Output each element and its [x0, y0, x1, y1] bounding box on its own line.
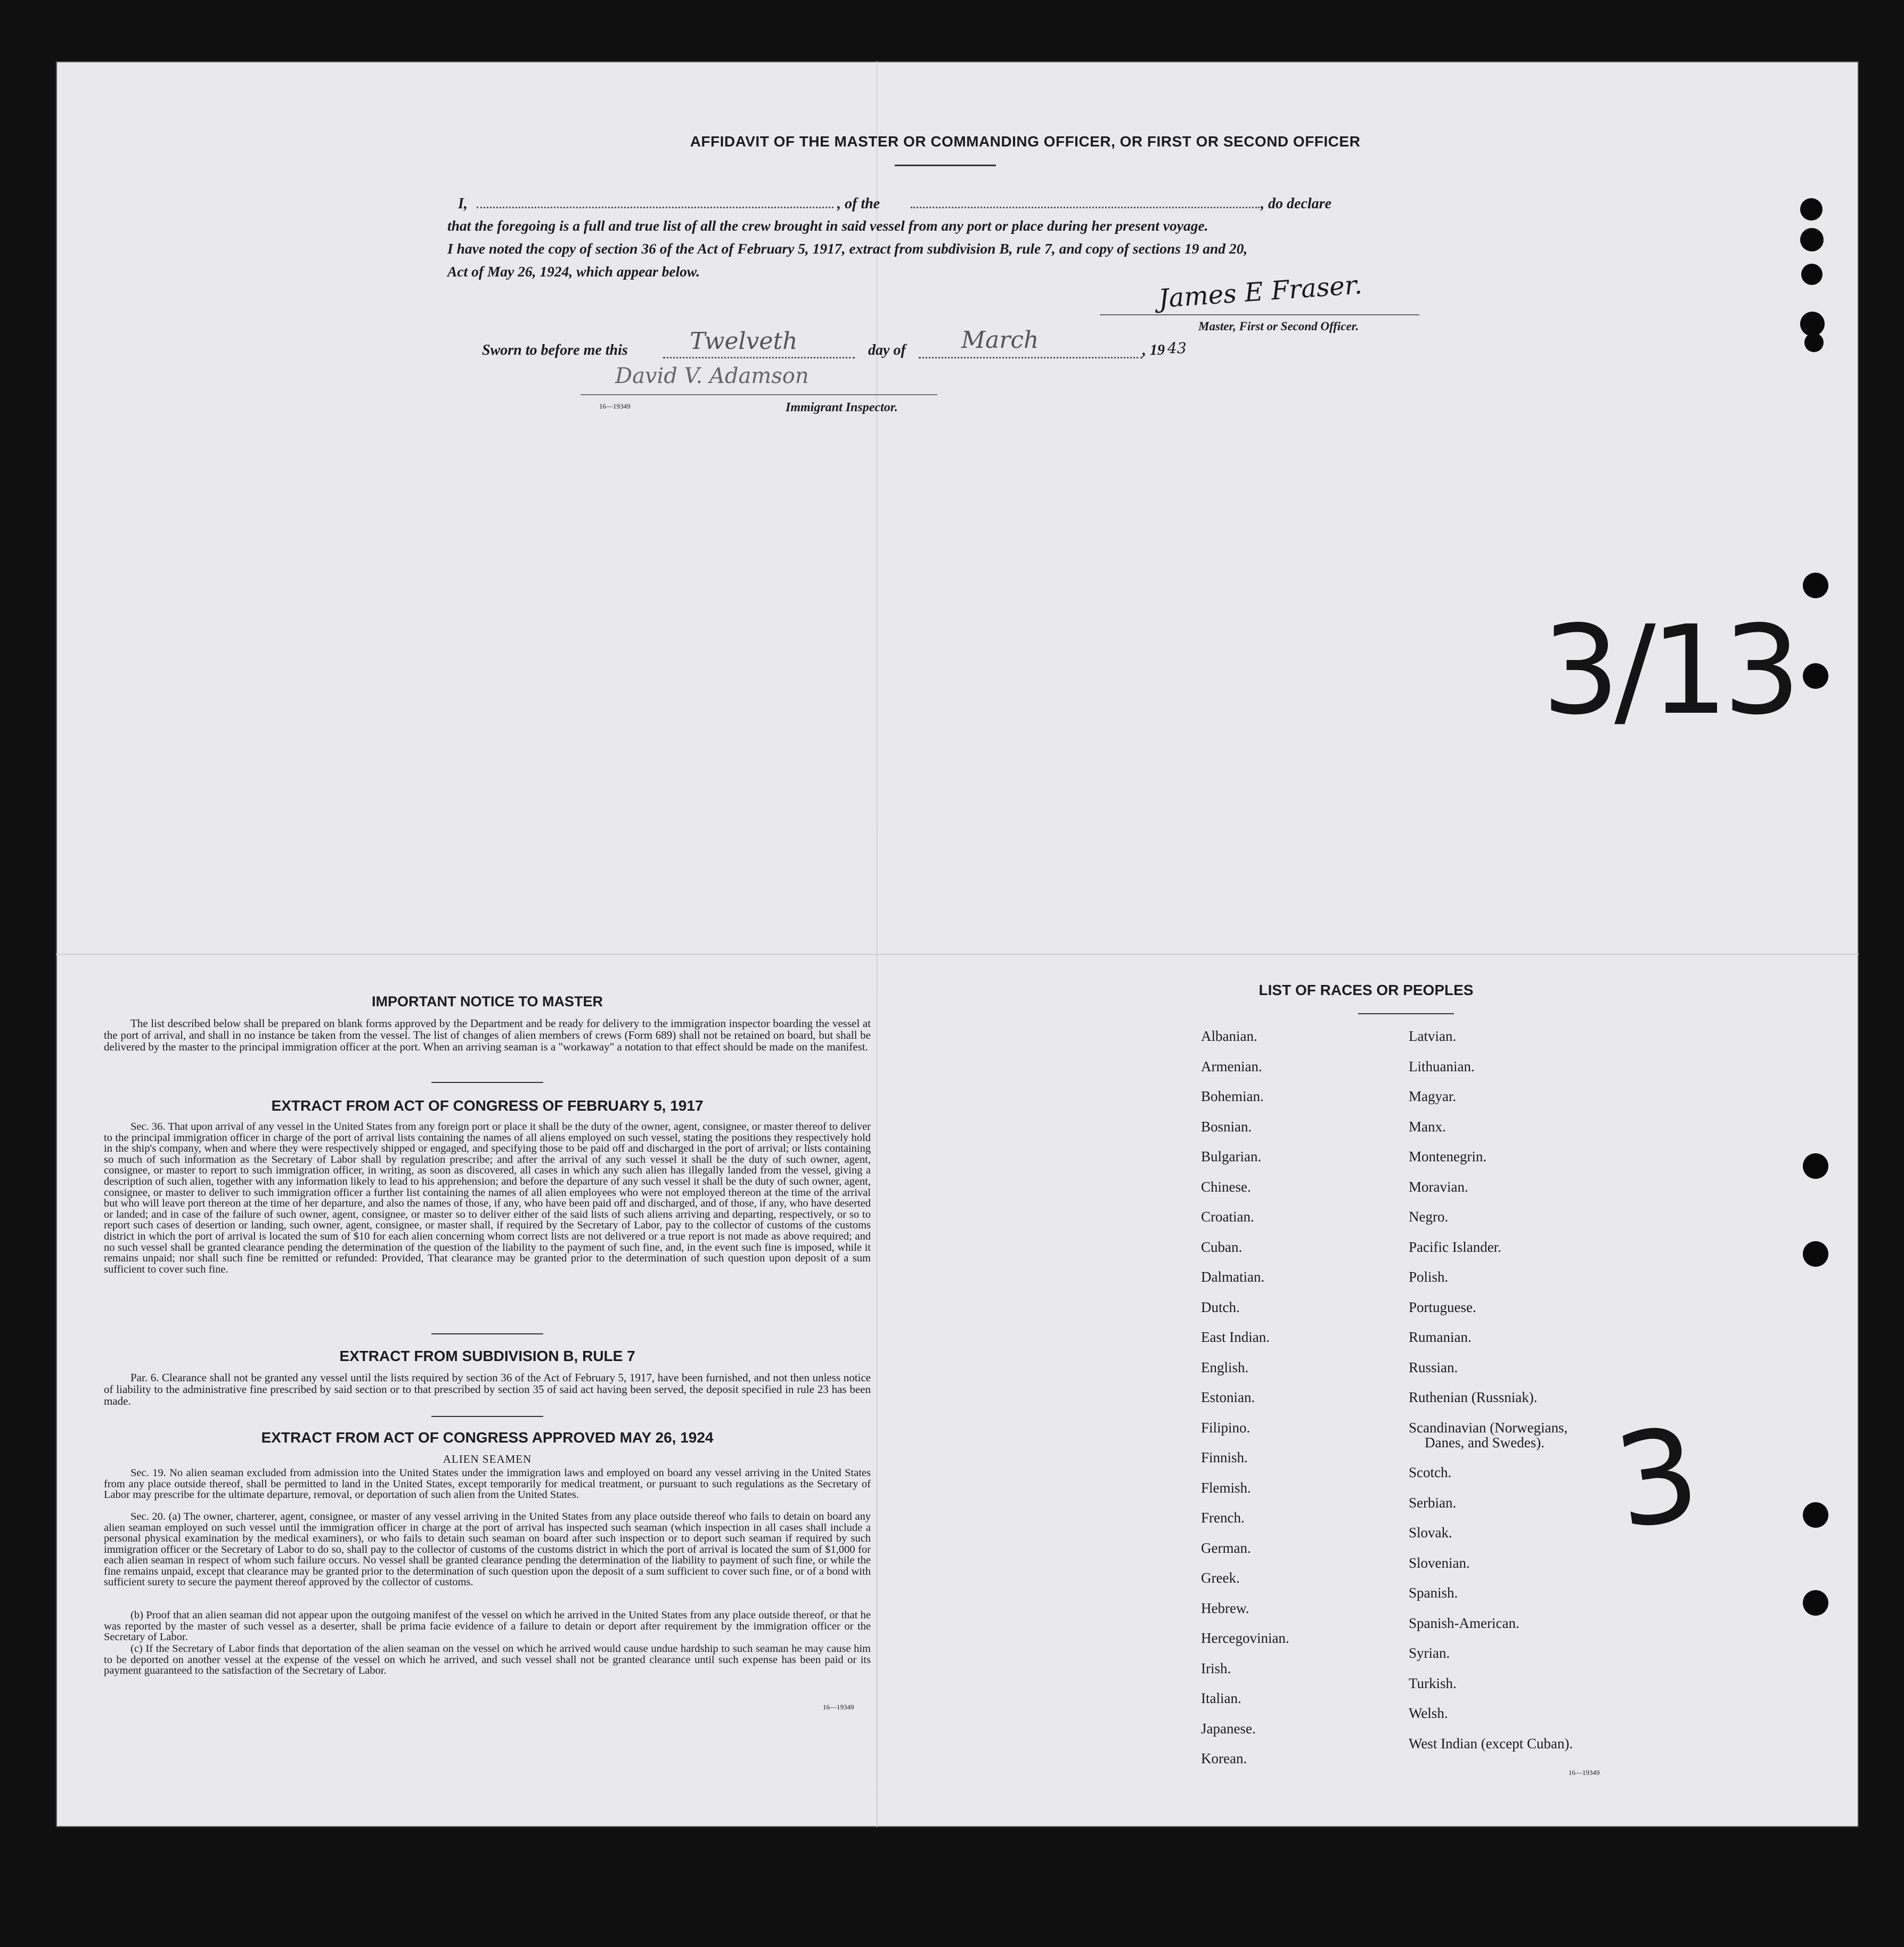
races-column-1: [1201, 1028, 1289, 1781]
handwritten-number-top: 3/13: [1542, 600, 1796, 742]
punch-hole-10: [1803, 1502, 1828, 1528]
inspector-signature-line: [581, 394, 937, 395]
punch-hole-11: [1803, 1590, 1828, 1616]
affidavit-i-label: I,: [458, 195, 468, 212]
race-col2-item: Rumanian.: [1409, 1329, 1472, 1345]
race-col1-item: Albanian.: [1201, 1028, 1257, 1044]
sworn-label: Sworn to before me this: [482, 342, 628, 359]
punch-hole-6: [1803, 573, 1828, 598]
race-col1-item: Finnish.: [1201, 1449, 1248, 1465]
race-col1-item: Flemish.: [1201, 1479, 1251, 1496]
race-col2-item: Latvian.: [1409, 1028, 1457, 1044]
vessel-blank[interactable]: [911, 207, 1260, 208]
race-col2-item: Lithuanian.: [1409, 1058, 1475, 1074]
race-col1-item: English.: [1201, 1359, 1249, 1375]
document-page: [56, 61, 1859, 1827]
divider-1: [431, 1082, 543, 1083]
handwritten-number-bottom: 3: [1606, 1398, 1708, 1558]
punch-hole-5: [1804, 333, 1824, 352]
divider-2: [431, 1333, 543, 1334]
affidavit-line-3: I have noted the copy of section 36 of the Act of February 5, 1917, extract from subdivision B, rule 7, and copy of sections 19 and 20,: [447, 240, 1248, 257]
punch-hole-2: [1800, 228, 1824, 251]
punch-hole-4: [1800, 312, 1825, 336]
punch-hole-3: [1801, 264, 1823, 285]
race-col2-item: Magyar.: [1409, 1088, 1457, 1104]
race-col1-item: Korean.: [1201, 1750, 1247, 1766]
affidavit-form-number: 16—19349: [599, 402, 631, 410]
race-col2-item: Pacific Islander.: [1409, 1239, 1501, 1255]
race-col2-item: Portuguese.: [1409, 1299, 1476, 1315]
do-declare-label: , do declare: [1261, 195, 1331, 212]
punch-hole-7: [1803, 663, 1828, 689]
sworn-month: March: [961, 327, 1039, 354]
extract-1924-sec20a: Sec. 20. (a) The owner, charterer, agent, consignee, or master of any vessel arriving in the United States from any place outside thereof who fails to detain on board any alien seaman employed on such vessel until the immigration officer in charge at the port of arrival has inspected such seaman (which inspection in all cases shall include a personal physical examination by the medical examiners), or who fails to detain such seaman on board after such inspection or to deport such seaman if required by such immigration officer or the Secretary of Labor to do so, shall pay to the collector of customs of the customs district in which the port of arrival is located the sum of $1,000 for each alien seaman in respect of whom such failure occurs. No vessel shall be granted clearance pending the determination of the liability to payment of such fine, or while the fine remains unpaid, except that clearance may be granted prior to the determination of such question upon the deposit of a sum sufficient to cover such fine, or of a bond with sufficient surety to secure the payment thereof approved by the collector of customs.: [104, 1511, 871, 1588]
race-col1-item: Estonian.: [1201, 1389, 1255, 1405]
year-prefix: , 19: [1142, 342, 1165, 359]
extract-1924-subtitle: ALIEN SEAMEN: [443, 1453, 532, 1465]
year-suffix: 43: [1167, 339, 1187, 357]
race-col2-item: Spanish.: [1409, 1585, 1458, 1601]
extract-1924-sec19: Sec. 19. No alien seaman excluded from admission into the United States under the immigration laws and employed on board any vessel arriving in the United States from any place outside thereof, shall be permitted to land in the United States, except temporarily for medical treatment, or pursuant to such regulations as the Secretary of Labor may prescribe for the ultimate departure, removal, or deportation of such alien from the United States.: [104, 1467, 871, 1501]
extract-rule7-title: EXTRACT FROM SUBDIVISION B, RULE 7: [339, 1348, 635, 1364]
race-col1-item: Armenian.: [1201, 1058, 1262, 1074]
race-col2-item: Spanish-American.: [1409, 1615, 1519, 1631]
race-col2-item: Russian.: [1409, 1359, 1458, 1375]
races-title-rule: [1358, 1013, 1454, 1014]
divider-3: [431, 1416, 543, 1417]
race-col2-item: Danes, and Swedes).: [1425, 1434, 1545, 1451]
affidavit-title-rule: [895, 165, 996, 166]
extract-rule7-body: Par. 6. Clearance shall not be granted any vessel until the lists required by section 36 of the Act of February 5, 1917, have been furnished, and not then unless notice of liability to the administrative fine prescribed by said section or to that prescribed by section 35 of said act having been served, the deposit specified in rule 23 has been made.: [104, 1371, 871, 1407]
races-column-2: [1409, 1028, 1573, 1765]
race-col2-item: Manx.: [1409, 1118, 1446, 1135]
master-signature: James E Fraser.: [1157, 270, 1363, 314]
race-col1-item: East Indian.: [1201, 1329, 1270, 1345]
race-col1-item: Cuban.: [1201, 1239, 1243, 1255]
race-col2-item: Welsh.: [1409, 1705, 1448, 1721]
race-col1-item: Hercegovinian.: [1201, 1630, 1289, 1646]
punch-hole-8: [1803, 1153, 1828, 1179]
race-col2-item: Syrian.: [1409, 1645, 1450, 1661]
affidavit-line-2: that the foregoing is a full and true list of all the crew brought in said vessel from any port or place during her present voyage.: [447, 217, 1208, 234]
race-col2-item: West Indian (except Cuban).: [1409, 1735, 1573, 1752]
extract-1917-body: Sec. 36. That upon arrival of any vessel in the United States from any foreign port or place it shall be the duty of the owner, agent, consignee, or master thereof to deliver to the principal immigration officer in charge of the port of arrival lists containing the names of all aliens employed on such vessel, stating the positions they respectively hold in the ship's company, when and where they were respectively shipped or engaged, and specifying those to be paid off and discharged in the port of arrival; or lists containing so much of such information as the Secretary of Labor shall by regulation prescribe; and after the arrival of any such vessel it shall be the duty of such owner, agent, consignee, or master to report to such immigration officer, in writing, as soon as discovered, all cases in which any such alien has illegally landed from the vessel, giving a description of such alien, together with any information likely to lead to his apprehension; and before the departure of any such vessel it shall be the duty of such owner, agent, consignee, or master to deliver to such immigration officer a further list containing the names of all alien employees who were not employed thereon at the time of the arrival but who will leave port thereon at the time of her departure, and also the names of those, if any, who have been paid off and discharged, and of those, if any, who have deserted or landed; and in case of the failure of such owner, agent, consignee, or master so to deliver either of the said lists of such aliens arriving and departing, respectively, or so to report such cases of desertion or landing, such owner, agent, consignee, or master shall, if required by the Secretary of Labor, pay to the collector of customs of the customs district in which the port of arrival is located the sum of $10 for each alien concerning whom correct lists are not delivered or a true report is not made as above required; and no such vessel shall be granted clearance pending the determination of the question of the liability to the payment of such fine, and, in the event such fine is imposed, while it remains unpaid; nor shall such fine be remitted or refunded: Provided, That clearance may be granted prior to the determination of such question upon deposit of a sum sufficient to cover such fine.: [104, 1121, 871, 1275]
extract-form-number: 16—19349: [823, 1703, 854, 1711]
race-col1-item: Bulgarian.: [1201, 1148, 1262, 1164]
extract-1924-sec20b: (b) Proof that an alien seaman did not appear upon the outgoing manifest of the vessel on which he arrived in the United States from any place outside thereof, or that he was reported by the master of such vessel as a deserter, shall be prima facie evidence of a failure to detain or deport after requirement by the immigration officer or the Secretary of Labor.: [104, 1609, 871, 1643]
master-signature-caption: Master, First or Second Officer.: [1198, 320, 1359, 333]
race-col1-item: Dalmatian.: [1201, 1269, 1265, 1285]
day-blank[interactable]: [663, 357, 855, 359]
race-col1-item: Filipino.: [1201, 1419, 1251, 1436]
race-col2-item: Moravian.: [1409, 1178, 1468, 1195]
extract-1924-sec20c: (c) If the Secretary of Labor finds that deportation of the alien seaman on the vessel on which he arrived would cause undue hardship to such seaman he may cause him to be deported on another vessel at the expense of the vessel on which he arrived, and such vessel shall not be granted clearance until such expense has been paid or its payment guaranteed to the satisfaction of the Secretary of Labor.: [104, 1643, 871, 1676]
races-form-number: 16—19349: [1568, 1769, 1600, 1777]
race-col1-item: German.: [1201, 1539, 1251, 1556]
race-col2-item: Ruthenian (Russniak).: [1409, 1389, 1538, 1405]
race-col1-item: Italian.: [1201, 1690, 1241, 1706]
race-col2-item: Scotch.: [1409, 1464, 1452, 1480]
notice-title: IMPORTANT NOTICE TO MASTER: [372, 993, 603, 1009]
race-col1-item: Hebrew.: [1201, 1600, 1249, 1616]
name-blank[interactable]: [477, 207, 833, 208]
race-col2-item: Negro.: [1409, 1209, 1449, 1225]
day-of-label: day of: [868, 342, 906, 359]
punch-hole-1: [1800, 198, 1823, 221]
race-col2-item: Scandinavian (Norwegians,: [1409, 1419, 1568, 1436]
race-col1-item: French.: [1201, 1510, 1245, 1526]
race-col1-item: Greek.: [1201, 1570, 1240, 1586]
race-col2-item: Slovenian.: [1409, 1554, 1470, 1571]
month-blank[interactable]: [919, 357, 1142, 359]
race-col1-item: Japanese.: [1201, 1720, 1256, 1737]
race-col1-item: Dutch.: [1201, 1299, 1240, 1315]
race-col1-item: Irish.: [1201, 1660, 1231, 1676]
inspector-caption: Immigrant Inspector.: [786, 401, 898, 414]
race-col1-item: Bosnian.: [1201, 1118, 1252, 1135]
race-col2-item: Montenegrin.: [1409, 1148, 1487, 1164]
race-col2-item: Slovak.: [1409, 1525, 1452, 1541]
extract-1924-title: EXTRACT FROM ACT OF CONGRESS APPROVED MAY 26, 1924: [261, 1429, 714, 1446]
race-col2-item: Polish.: [1409, 1269, 1449, 1285]
sworn-day: Twelveth: [690, 328, 798, 355]
affidavit-title: AFFIDAVIT OF THE MASTER OR COMMANDING OFFICER, OR FIRST OR SECOND OFFICER: [690, 133, 1361, 150]
extract-1917-title: EXTRACT FROM ACT OF CONGRESS OF FEBRUARY 5, 1917: [271, 1097, 704, 1114]
affidavit-line-4: Act of May 26, 1924, which appear below.: [447, 263, 700, 280]
race-col1-item: Croatian.: [1201, 1209, 1254, 1225]
fold-line-vertical: [876, 61, 878, 1827]
master-signature-line: [1100, 314, 1419, 315]
fold-line-horizontal: [56, 954, 1859, 955]
race-col1-item: Chinese.: [1201, 1178, 1251, 1195]
race-col1-item: Bohemian.: [1201, 1088, 1264, 1104]
notice-body: The list described below shall be prepared on blank forms approved by the Department and be ready for delivery to the immigration inspector boarding the vessel at the port of arrival, and shall in no instance be taken from the vessel. The list of changes of alien members of crews (Form 689) shall not be retained on board, but shall be delivered by the master to the principal immigration officer at the port. When an arriving seaman is a "workaway" a notation to that effect should be made on the manifest.: [104, 1017, 871, 1053]
of-the-label: , of the: [837, 195, 880, 212]
punch-hole-9: [1803, 1241, 1828, 1267]
races-title: LIST OF RACES OR PEOPLES: [1259, 982, 1474, 998]
race-col2-item: Serbian.: [1409, 1494, 1457, 1511]
inspector-signature: David V. Adamson: [615, 364, 809, 388]
race-col2-item: Turkish.: [1409, 1675, 1457, 1691]
